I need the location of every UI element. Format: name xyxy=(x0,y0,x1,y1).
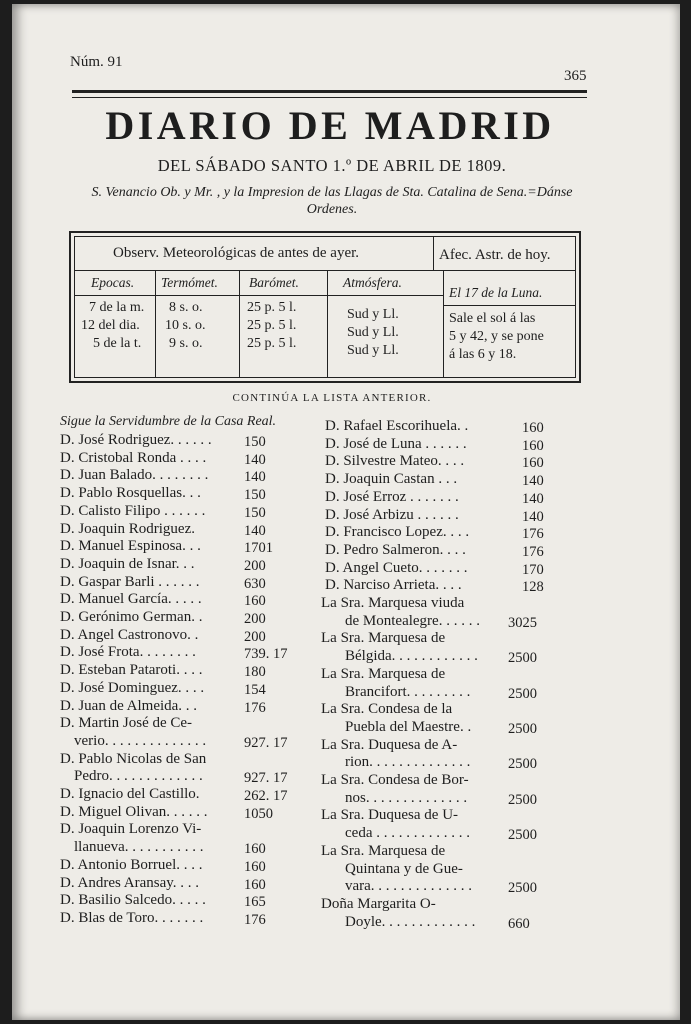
list-item-name: Brancifort. . . . . . . . . xyxy=(345,683,471,700)
baro-1: 25 p. 5 l. xyxy=(247,300,297,315)
list-item-amount: 2500 xyxy=(508,650,537,667)
newspaper-page xyxy=(12,4,680,1020)
list-item-name: D. Angel Cueto. . . . . . . xyxy=(325,559,468,576)
list-item-name: llanueva. . . . . . . . . . . xyxy=(74,839,204,856)
list-item-amount: 927. 17 xyxy=(244,734,288,751)
list-item-name: vara. . . . . . . . . . . . . . xyxy=(345,878,473,895)
list-item-amount: 927. 17 xyxy=(244,770,288,787)
list-item-name: D. Joaquin Castan . . . xyxy=(325,471,458,488)
astro-line-3: á las 6 y 18. xyxy=(449,347,517,362)
list-item-amount: 1050 xyxy=(244,805,273,822)
list-item-name: verio. . . . . . . . . . . . . . xyxy=(74,732,207,749)
list-item-name: D. Gerónimo German. . xyxy=(60,609,203,625)
list-item-name: D. Rafael Escorihuela. . xyxy=(325,418,469,434)
list-item-amount: 2500 xyxy=(508,827,537,844)
epoca-3: 5 de la t. xyxy=(93,336,142,351)
baro-2: 25 p. 5 l. xyxy=(247,318,297,333)
list-item-name: D. Joaquin de Isnar. . . xyxy=(60,555,195,572)
list-item-name: D. Esteban Pataroti. . . . xyxy=(60,662,203,679)
list-item-amount: 3025 xyxy=(508,614,537,631)
list-item-amount: 160 xyxy=(244,876,266,893)
list-item-name: D. Pablo Nicolas de San xyxy=(60,750,207,767)
list-item-amount: 140 xyxy=(244,469,266,486)
termo-1: 8 s. o. xyxy=(169,300,203,315)
title-rule xyxy=(72,90,587,98)
list-item-amount: 160 xyxy=(244,858,266,875)
list-item-name: rion. . . . . . . . . . . . . . xyxy=(345,754,471,771)
list-item-amount: 2500 xyxy=(508,756,537,773)
list-item-name: D. Blas de Toro. . . . . . . xyxy=(60,909,204,926)
list-item-name: La Sra. Duquesa de A- xyxy=(321,736,458,753)
list-item-name: D. Cristobal Ronda . . . . xyxy=(60,449,207,466)
list-item-name: D. Juan de Almeida. . . xyxy=(60,697,198,714)
list-item-name: D. Joaquin Rodriguez. xyxy=(60,520,195,537)
list-item-amount: 160 xyxy=(522,455,544,472)
list-item-name: D. José Rodriguez. . . . . . xyxy=(60,432,212,448)
list-item-name: D. José Arbizu . . . . . . xyxy=(325,506,459,523)
masthead-title: DIARIO DE MADRID xyxy=(105,103,555,148)
list-item-amount: 2500 xyxy=(508,720,537,737)
list-item-name: D. Martin José de Ce- xyxy=(60,715,193,732)
baro-3: 25 p. 5 l. xyxy=(247,336,297,351)
list-item-name: D. Ignacio del Castillo. xyxy=(60,786,200,802)
astro-line-2: 5 y 42, y se pone xyxy=(449,329,544,344)
epoca-2: 12 del dia. xyxy=(81,318,140,333)
list-item-amount: 2500 xyxy=(508,685,537,702)
list-item-name: D. Manuel Espinosa. . . xyxy=(60,538,201,555)
list-item-name: D. José Dominguez. . . . xyxy=(60,679,205,696)
termo-2: 10 s. o. xyxy=(165,318,206,333)
list-item-name: Puebla del Maestre. . xyxy=(345,718,472,735)
list-item-name: de Montealegre. . . . . . xyxy=(345,612,480,629)
list-item-name: D. Andres Aransay. . . . xyxy=(60,874,200,891)
list-item-amount: 150 xyxy=(244,504,266,521)
list-item-name: D. Silvestre Mateo. . . . xyxy=(325,453,465,470)
list-item-amount: 160 xyxy=(244,841,266,858)
list-item-name: La Sra. Duquesa de U- xyxy=(321,807,459,824)
list-item-amount: 140 xyxy=(244,522,266,539)
list-item-name: Pedro. . . . . . . . . . . . . xyxy=(74,768,203,785)
termo-3: 9 s. o. xyxy=(169,336,203,351)
list-item-amount: 660 xyxy=(508,915,530,932)
meteorological-table xyxy=(69,231,581,383)
list-item-amount: 739. 17 xyxy=(244,646,288,663)
list-item-name: Bélgida. . . . . . . . . . . . xyxy=(345,648,478,665)
list-item-name: D. Narciso Arrieta. . . . xyxy=(325,577,462,594)
saints-line: S. Venancio Ob. y Mr. , y la Impresion de las Llagas de Sta. Catalina de Sena.=Dánse Ordenes. xyxy=(91,185,573,217)
astro-line-1: Sale el sol á las xyxy=(449,311,536,326)
list-item-amount: 262. 17 xyxy=(244,788,288,804)
list-item-name: D. Francisco Lopez. . . . xyxy=(325,524,470,541)
list-item-amount: 160 xyxy=(244,593,266,610)
list-item-name: D. Pablo Rosquellas. . . xyxy=(60,485,201,502)
list-item-name: D. Manuel García. . . . . xyxy=(60,591,202,608)
col-luna: El 17 de la Luna. xyxy=(449,285,543,300)
list-item-name: D. Miguel Olivan. . . . . . xyxy=(60,803,208,820)
atmos-2: Sud y Ll. xyxy=(347,325,399,340)
list-item-amount: 2500 xyxy=(508,791,537,808)
list-item-name: D. Angel Castronovo. . xyxy=(60,626,199,643)
list-item-name: D. José de Luna . . . . . . xyxy=(325,435,467,452)
list-item-amount: 176 xyxy=(522,543,544,560)
list-item-amount: 176 xyxy=(522,526,544,543)
list-item-amount: 2500 xyxy=(508,880,537,897)
list-item-amount: 176 xyxy=(244,911,266,928)
list-item-name: nos. . . . . . . . . . . . . . xyxy=(345,789,468,806)
meteo-title: Observ. Meteorológicas de antes de ayer. xyxy=(113,245,360,261)
atmos-3: Sud y Ll. xyxy=(347,343,399,358)
list-item-name: La Sra. Condesa de Bor- xyxy=(321,772,469,788)
list-item-amount: 160 xyxy=(522,420,544,436)
list-item-name: D. Pedro Salmeron. . . . xyxy=(325,541,466,558)
issue-number: Núm. 91 xyxy=(70,54,123,70)
list-item-amount: 154 xyxy=(244,681,266,698)
list-item-amount: 128 xyxy=(522,579,544,596)
list-item-name: Quintana y de Gue- xyxy=(345,860,463,877)
col-atmosfera: Atmósfera. xyxy=(343,275,402,290)
list-item-amount: 150 xyxy=(244,434,266,450)
col-termometro: Termómet. xyxy=(161,275,218,290)
list-item-amount: 180 xyxy=(244,664,266,681)
list-item-amount: 176 xyxy=(244,699,266,716)
list-item-name: La Sra. Marquesa viuda xyxy=(321,595,465,611)
list-item-name: Doña Margarita O- xyxy=(321,895,436,912)
epoca-1: 7 de la m. xyxy=(89,300,145,315)
list-item-name: D. Antonio Borruel. . . . xyxy=(60,856,203,873)
list-item-amount: 200 xyxy=(244,611,266,627)
atmos-1: Sud y Ll. xyxy=(347,307,399,322)
list-item-amount: 170 xyxy=(522,561,544,578)
list-item-name: D. Gaspar Barli . . . . . . xyxy=(60,573,200,590)
list-item-amount: 630 xyxy=(244,575,266,592)
col-barometro: Barómet. xyxy=(249,275,299,290)
issue-date: DEL SÁBADO SANTO 1.º DE ABRIL DE 1809. xyxy=(157,156,507,175)
list-item-amount: 140 xyxy=(522,473,544,490)
list-item-name: La Sra. Marquesa de xyxy=(321,842,446,859)
col-epocas: Epocas. xyxy=(91,275,135,290)
page-number: 365 xyxy=(564,68,587,84)
list-item-name: D. José Erroz . . . . . . . xyxy=(325,488,459,505)
astro-title: Afec. Astr. de hoy. xyxy=(439,247,551,263)
list-item-amount: 200 xyxy=(244,628,266,645)
section-heading: CONTINÚA LA LISTA ANTERIOR. xyxy=(232,392,432,404)
list-item-amount: 140 xyxy=(522,490,544,507)
list-item-name: La Sra. Marquesa de xyxy=(321,665,446,682)
list-item-amount: 150 xyxy=(244,487,266,504)
list-item-name: D. Joaquin Lorenzo Vi- xyxy=(60,821,202,838)
list-item-amount: 200 xyxy=(244,557,266,574)
list-item-name: Doyle. . . . . . . . . . . . . xyxy=(345,913,476,930)
list-item-amount: 1701 xyxy=(244,540,273,557)
left-column-heading: Sigue la Servidumbre de la Casa Real. xyxy=(60,414,277,429)
list-item-name: ceda . . . . . . . . . . . . . xyxy=(345,825,470,842)
list-item-amount: 140 xyxy=(244,451,266,468)
list-item-name: La Sra. Marquesa de xyxy=(321,630,446,647)
list-item-name: D. Juan Balado. . . . . . . . xyxy=(60,467,209,484)
list-item-name: La Sra. Condesa de la xyxy=(321,701,453,718)
list-item-amount: 160 xyxy=(522,437,544,454)
list-item-name: D. Calisto Filipo . . . . . . xyxy=(60,502,206,519)
list-item-name: D. Basilio Salcedo. . . . . xyxy=(60,892,206,909)
list-item-amount: 165 xyxy=(244,894,266,911)
list-item-name: D. José Frota. . . . . . . . xyxy=(60,644,196,661)
list-item-amount: 140 xyxy=(522,508,544,525)
